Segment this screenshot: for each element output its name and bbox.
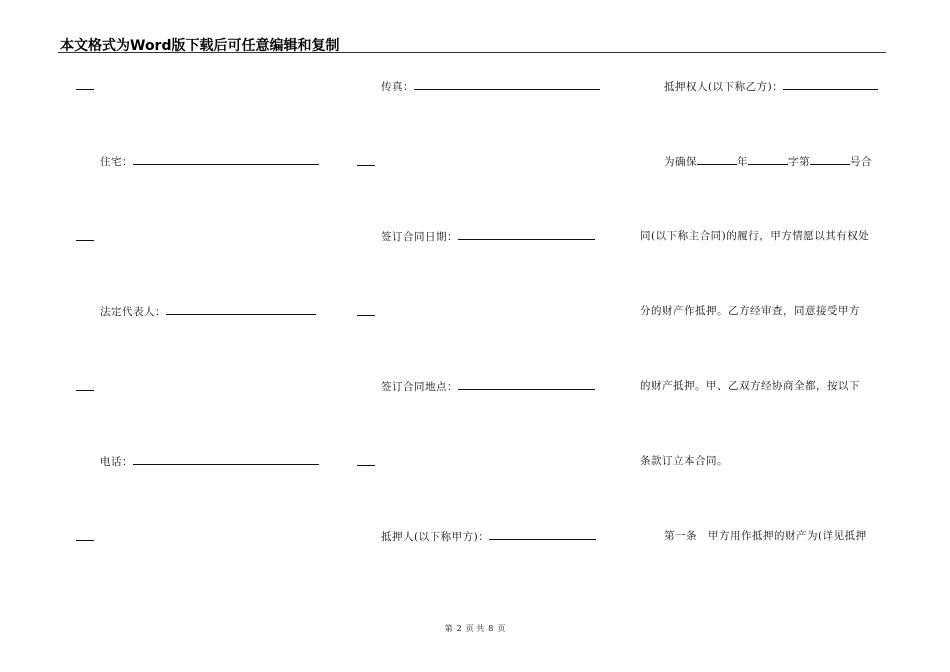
mortgagor-label: 抵押人(以下称甲方)：	[381, 531, 490, 543]
blank-dash	[76, 390, 94, 391]
total-pages: 8	[488, 624, 494, 633]
contract-line-e: 条款订立本合同。	[640, 455, 728, 467]
blank-dash	[357, 465, 375, 466]
page-footer	[0, 623, 950, 634]
blank-dash	[76, 240, 94, 241]
blank-dash	[76, 540, 94, 541]
article-one-line: 第一条 甲方用作抵押的财产为(详见抵押	[664, 530, 867, 542]
phone-blank[interactable]	[133, 454, 319, 465]
contract-line-b: 同(以下称主合同)的履行，甲方情愿以其有权处	[640, 230, 870, 242]
header-divider	[58, 52, 886, 53]
fax-line	[381, 79, 600, 94]
page-header-title: 本文格式为Word版下载后可任意编辑和复制	[60, 38, 340, 54]
legal-rep-blank[interactable]	[166, 304, 316, 315]
mortgagor-blank[interactable]	[489, 529, 596, 540]
mortgagee-label: 抵押权人(以下称乙方)：	[664, 81, 784, 93]
sign-date-label: 签订合同日期：	[381, 231, 458, 243]
footer-text: 页 共	[465, 624, 485, 633]
legal-rep-label: 法定代表人：	[100, 306, 166, 318]
text-segment: 为确保	[664, 156, 697, 168]
blank-dash	[357, 165, 375, 166]
phone-label: 电话：	[100, 456, 133, 468]
sign-date-line	[381, 229, 595, 244]
text-segment: 字第	[788, 156, 810, 168]
fax-blank[interactable]	[414, 79, 600, 90]
word-blank[interactable]	[748, 154, 788, 165]
residence-line	[100, 154, 319, 169]
blank-dash	[357, 315, 375, 316]
blank-dash	[76, 89, 94, 90]
sign-place-blank[interactable]	[458, 379, 595, 390]
sign-place-label: 签订合同地点：	[381, 381, 458, 393]
sign-place-line	[381, 379, 595, 394]
contract-line-d: 的财产抵押。甲、乙双方经协商全都，按以下	[640, 380, 860, 392]
mortgagor-line	[381, 529, 596, 544]
text-segment: 号合	[850, 156, 872, 168]
phone-line	[100, 454, 319, 469]
mortgagee-blank[interactable]	[783, 79, 878, 90]
residence-blank[interactable]	[133, 154, 319, 165]
year-blank[interactable]	[697, 154, 737, 165]
number-blank[interactable]	[810, 154, 850, 165]
sign-date-blank[interactable]	[458, 229, 595, 240]
ensure-line	[664, 154, 872, 169]
residence-label: 住宅：	[100, 156, 133, 168]
footer-text: 页	[497, 624, 506, 633]
text-segment: 年	[737, 156, 748, 168]
fax-label: 传真：	[381, 81, 414, 93]
legal-rep-line	[100, 304, 316, 319]
footer-text: 第	[444, 624, 453, 633]
page-number: 2	[456, 624, 462, 633]
mortgagee-line	[664, 79, 878, 94]
contract-line-c: 分的财产作抵押。乙方经审查，同意接受甲方	[640, 305, 860, 317]
